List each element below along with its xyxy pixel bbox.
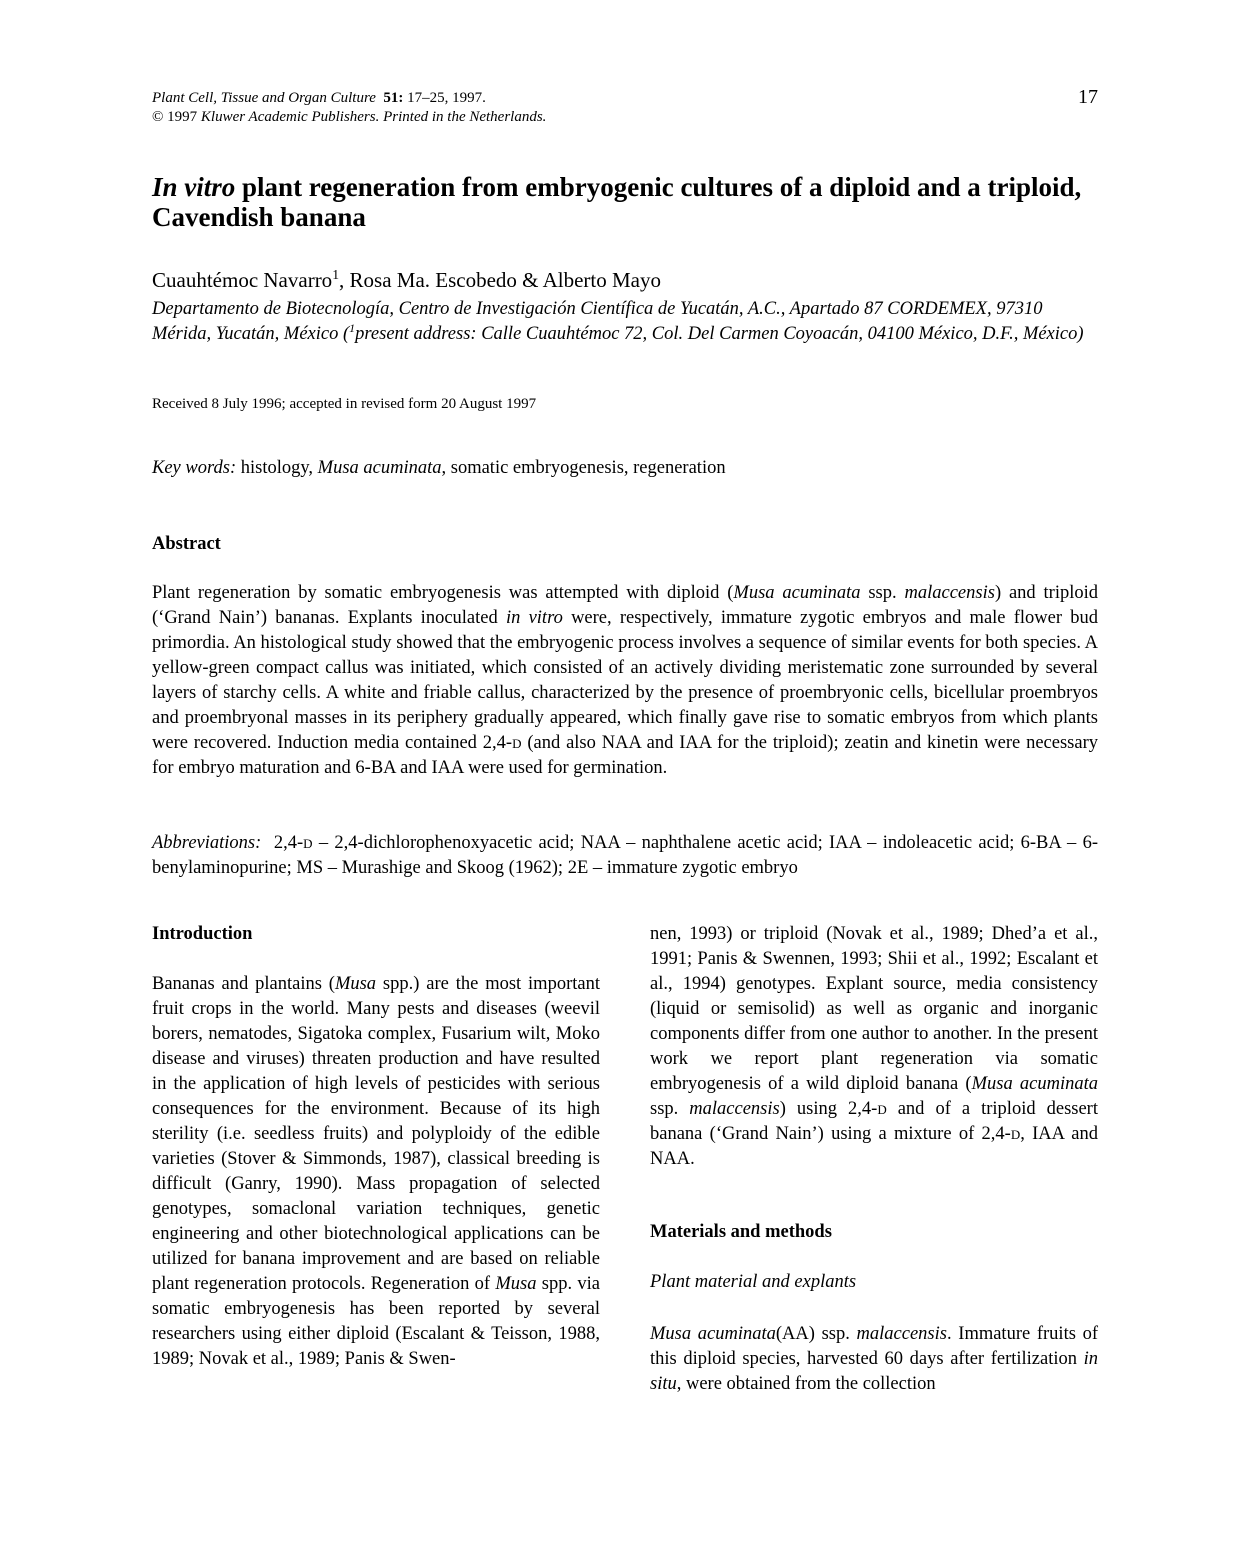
copyright-icon: ©: [152, 109, 164, 125]
abstract-text: ) and triploid (‘Grand Nain’) bananas. Explants inoculated: [152, 583, 1098, 628]
received-dates: Received 8 July 1996; accepted in revised form 20 August 1997: [152, 396, 537, 412]
intro-italic: Musa acuminata: [971, 1074, 1098, 1094]
intro-italic: Musa: [495, 1274, 537, 1294]
methods-text: , were obtained from the collection: [676, 1374, 936, 1394]
affil-part1: Departamento de Biotecnología, Centro de Investigación Científica de Yucatán, A.C., Apartado 87 CORDEMEX, 97310 Mérida, Yucatán, México (: [152, 299, 1043, 344]
intro-text-left-tail: spp. via somatic embryogenesis has been reported by several researchers using either diploid (Escalant & Teisson, 1988, 1989; Novak et al., 1989; Panis & Swen-: [152, 1274, 600, 1369]
keywords: [152, 458, 726, 479]
abstract-text: ssp.: [860, 583, 905, 603]
title-italic: In vitro: [152, 172, 236, 202]
introduction-column-left: [152, 972, 600, 1372]
keyword-text-rest: , somatic embryogenesis, regeneration: [441, 458, 726, 478]
abbreviations: [152, 831, 1098, 881]
intro-italic: malaccensis: [689, 1099, 780, 1119]
keyword-italic: Musa acuminata: [317, 458, 442, 478]
methods-italic: malaccensis: [856, 1324, 947, 1344]
methods-body: [650, 1322, 1098, 1397]
keywords-label: Key words:: [152, 458, 237, 478]
methods-subheading: Plant material and explants: [650, 1272, 857, 1292]
abstract-body: [152, 581, 1098, 781]
journal-pages: 17–25, 1997.: [407, 90, 486, 106]
intro-text-right-head: nen, 1993) or triploid (Novak et al., 1989; Dhed’a et al., 1991; Panis & Swennen, 1993; Shii et al., 1992; Escalant et al., 1994) genotypes. Explant source, media consistency (liquid or semisolid) as well as organic and inorganic components differ from one author to another. In the present work we report plant regeneration via somatic embryogenesis of a wild diploid banana (: [650, 924, 1098, 1094]
affiliation: [152, 297, 1102, 347]
abstract-italic: malaccensis: [904, 583, 995, 603]
abbreviations-text: 2,4-: [273, 833, 304, 853]
abstract-smallcaps: d: [512, 733, 522, 753]
abstract-italic: in vitro: [505, 608, 563, 628]
paper-title: [152, 172, 1092, 232]
intro-smallcaps: d: [1010, 1124, 1021, 1144]
journal-volume: 51:: [383, 90, 404, 106]
journal-citation: [152, 89, 546, 127]
intro-text: ) using 2,4-: [779, 1099, 878, 1119]
abstract-text: Plant regeneration by somatic embryogenesis was attempted with diploid (: [152, 583, 734, 603]
intro-italic: Musa: [334, 974, 377, 994]
introduction-heading: Introduction: [152, 924, 253, 944]
abstract-text: (and also NAA and IAA for the triploid); zeatin and kinetin were necessary for embryo maturation and 6-BA and IAA were used for germination.: [152, 733, 1098, 778]
abstract-heading: Abstract: [152, 534, 221, 554]
introduction-column-right: [650, 922, 1098, 1172]
authors: [152, 268, 661, 293]
intro-text: ssp.: [650, 1099, 690, 1119]
methods-text: . Immature fruits of this diploid species, harvested 60 days after fertilization: [650, 1324, 1098, 1369]
journal-line: [152, 89, 546, 108]
intro-text: and of a triploid dessert banana (‘Grand Nain’) using a mixture of 2,4-: [650, 1099, 1098, 1144]
author-sup: 1: [332, 267, 340, 282]
copyright-line: [152, 108, 546, 127]
affil-sup: 1: [349, 320, 356, 335]
abstract-text: were, respectively, immature zygotic embryos and male flower bud primordia. An histological study showed that the embryogenic process involves a sequence of similar events for both species. A yellow-green compact callus was initiated, which consisted of an actively dividing meristematic zone surrounded by several layers of starchy cells. A white and friable callus, characterized by the presence of proembryonic cells, bicellular proembryos and proembryonal masses in its periphery gradually appeared, which finally gave rise to somatic embryos from which plants were recovered. Induction media contained 2,4-: [152, 608, 1098, 753]
publisher: Kluwer Academic Publishers. Printed in the Netherlands.: [200, 109, 547, 125]
author-rest: , Rosa Ma. Escobedo & Alberto Mayo: [339, 268, 661, 292]
page-number: 17: [1078, 86, 1098, 108]
journal-name: Plant Cell, Tissue and Organ Culture: [152, 90, 376, 106]
abbreviations-label: Abbreviations:: [152, 833, 262, 853]
title-rest: plant regeneration from embryogenic cultures of a diploid and a triploid, Cavendish banana: [152, 172, 1082, 232]
methods-italic: in situ: [650, 1349, 1098, 1394]
intro-smallcaps: d: [877, 1099, 887, 1119]
affil-part2: present address: Calle Cuauhtémoc 72, Col. Del Carmen Coyoacán, 04100 México, D.F., México): [355, 324, 1084, 344]
abstract-italic: Musa acuminata: [733, 583, 861, 603]
intro-text: spp.) are the most important fruit crops in the world. Many pests and diseases (weevil borers, nematodes, Sigatoka complex, Fusarium wilt, Moko disease and viruses) threaten production and have resulted in the application of high levels of pesticides with serious consequences for the environment. Because of its high sterility (i.e. seedless fruits) and polyploidy of the edible varieties (Stover & Simmonds, 1987), classical breeding is difficult (Ganry, 1990). Mass propagation of selected genotypes, somaclonal variation techniques, genetic engineering and other biotechnological applications can be utilized for banana improvement and are based on reliable plant regeneration protocols. Regeneration of: [152, 974, 600, 1294]
copyright-year: 1997: [167, 109, 198, 125]
abbreviations-text: – 2,4-dichlorophenoxyacetic acid; NAA – naphthalene acetic acid; IAA – indoleacetic acid; 6-BA – 6-benylaminopurine; MS – Murashige and Skoog (1962); 2E – immature zygotic embryo: [152, 833, 1098, 878]
keyword-text: histology,: [240, 458, 314, 478]
methods-italic: Musa acuminata: [650, 1324, 776, 1344]
author-first: Cuauhtémoc Navarro: [152, 268, 333, 292]
methods-heading: Materials and methods: [650, 1222, 832, 1242]
intro-text: Bananas and plantains (: [152, 974, 335, 994]
methods-text: (AA) ssp.: [775, 1324, 857, 1344]
abbreviations-smallcaps: d: [303, 833, 313, 853]
intro-text: , IAA and NAA.: [650, 1124, 1098, 1169]
